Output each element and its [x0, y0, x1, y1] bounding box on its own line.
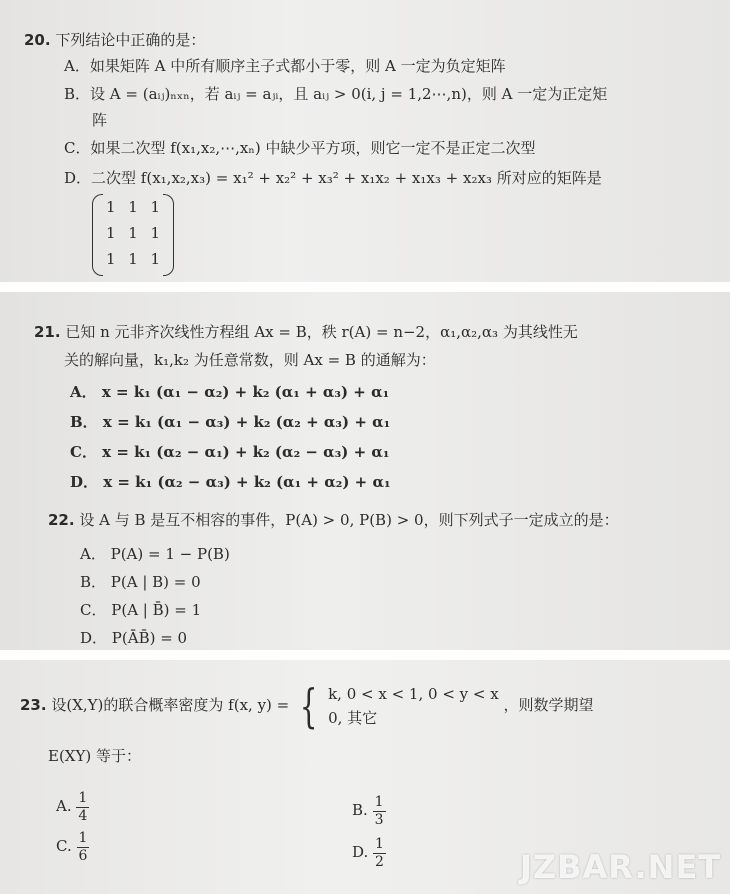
q20-stem-line	[24, 30, 205, 50]
matrix-cell: 1	[150, 224, 160, 242]
q20-option-b: B．设 A = (aᵢⱼ)ₙₓₙ，若 aᵢⱼ = aⱼᵢ，且 aᵢⱼ > 0(i, j = 1,2⋯,n)，则 A 一定为正定矩	[64, 85, 608, 103]
option-label: B.	[352, 801, 368, 819]
q21-number: 21.	[34, 323, 61, 341]
question-20-panel	[0, 0, 730, 282]
q23-stem-line	[20, 679, 594, 733]
matrix-cell: 1	[106, 250, 116, 268]
fraction	[373, 836, 386, 871]
q23-stem-post: ，则数学期望	[503, 696, 594, 714]
q23-case-2: 0, 其它	[328, 709, 378, 727]
fraction-denominator: 2	[375, 853, 384, 870]
q20-stem: 下列结论中正确的是：	[55, 31, 206, 49]
watermark: JZBAR.NET	[520, 848, 722, 886]
q22-stem: 设 A 与 B 是互不相容的事件，P(A) > 0, P(B) > 0，则下列式子一定成立的是：	[79, 511, 619, 529]
fraction-numerator: 1	[374, 793, 384, 810]
matrix-row	[106, 250, 160, 268]
q21-stem-cont: 关的解向量，k₁,k₂ 为任意常数，则 Ax = B 的通解为：	[64, 351, 436, 369]
q22-stem-line	[48, 510, 619, 530]
option-label: C.	[56, 837, 72, 855]
q20-number: 20.	[24, 31, 51, 49]
q21-stem-line	[34, 322, 578, 342]
q20-option-d: D．二次型 f(x₁,x₂,x₃) = x₁² + x₂² + x₃² + x₁x₂ + x₁x₃ + x₂x₃ 所对应的矩阵是	[64, 169, 602, 187]
q23-left-brace: {	[299, 679, 318, 733]
q23-stem-pre: 设(X,Y)的联合概率密度为 f(x, y) =	[51, 696, 290, 714]
fraction	[76, 790, 89, 825]
q20-option-a: A．如果矩阵 A 中所有顺序主子式都小于零，则 A 一定为负定矩阵	[64, 57, 506, 75]
fraction	[373, 794, 386, 829]
q22-option-c: C． P(A | B̄) = 1	[80, 601, 202, 619]
fraction-denominator: 3	[374, 811, 384, 828]
option-label: A.	[56, 797, 72, 815]
q23-number: 23.	[20, 696, 47, 714]
matrix-cell: 1	[106, 198, 116, 216]
matrix-row	[106, 198, 160, 216]
matrix-left-bracket	[92, 194, 103, 276]
q23-piecewise	[328, 682, 499, 730]
q22-option-b: B． P(A | B) = 0	[80, 573, 201, 591]
fraction-numerator: 1	[78, 789, 88, 806]
q22-number: 22.	[48, 511, 75, 529]
q23-option-c	[56, 826, 89, 866]
q22-option-a: A． P(A) = 1 − P(B)	[80, 545, 230, 563]
q23-stem-line-2: E(XY) 等于：	[48, 747, 142, 765]
q21-option-d: D． x = k₁ (α₂ − α₃) + k₂ (α₁ + α₂) + α₁	[70, 473, 391, 491]
q22-option-d: D． P(ĀB̄) = 0	[80, 629, 188, 647]
q23-case-1: k, 0 < x < 1, 0 < y < x	[328, 685, 499, 703]
q20-matrix	[92, 194, 174, 276]
question-21-22-panel	[0, 292, 730, 650]
q21-option-a: A． x = k₁ (α₁ − α₂) + k₂ (α₁ + α₃) + α₁	[70, 383, 390, 401]
q23-option-a	[56, 786, 89, 826]
matrix-cell: 1	[106, 224, 116, 242]
q21-stem: 已知 n 元非齐次线性方程组 Ax = B，秩 r(A) = n−2，α₁,α₂,α₃ 为其线性无	[65, 323, 578, 341]
matrix-cell: 1	[128, 198, 138, 216]
fraction-numerator: 1	[78, 829, 88, 846]
matrix-row	[106, 224, 160, 242]
fraction-denominator: 4	[78, 807, 88, 824]
q21-option-b: B． x = k₁ (α₁ − α₃) + k₂ (α₂ + α₃) + α₁	[70, 413, 391, 431]
matrix-cell: 1	[128, 250, 138, 268]
q20-option-b-cont: 阵	[92, 111, 108, 129]
q20-option-c: C．如果二次型 f(x₁,x₂,⋯,xₙ) 中缺少平方项，则它一定不是正定二次型	[64, 139, 536, 157]
matrix-right-bracket	[163, 194, 174, 276]
fraction	[77, 830, 90, 865]
fraction-denominator: 6	[78, 847, 88, 864]
q23-option-b	[352, 790, 386, 830]
q21-option-c: C． x = k₁ (α₂ − α₁) + k₂ (α₂ − α₃) + α₁	[70, 443, 390, 461]
matrix-cell: 1	[150, 198, 160, 216]
q23-option-d	[352, 832, 386, 872]
fraction-numerator: 1	[375, 835, 384, 852]
matrix-cell: 1	[128, 224, 138, 242]
option-label: D.	[352, 843, 369, 861]
matrix-cell: 1	[150, 250, 160, 268]
